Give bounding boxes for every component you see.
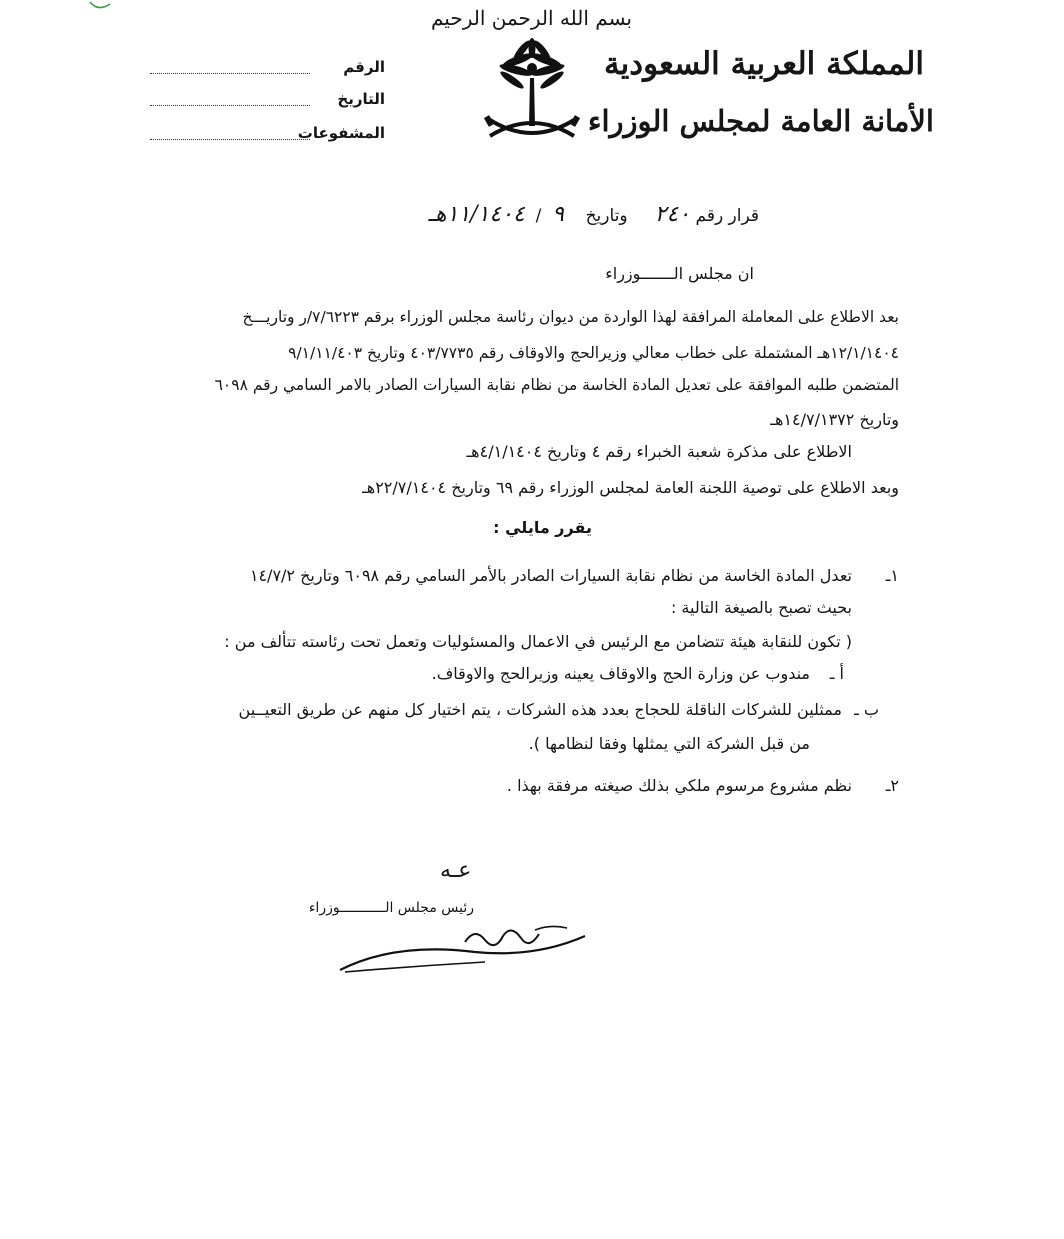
item-2: نظم مشروع مرسوم ملكي بذلك صيغته مرفقة بهذا . bbox=[506, 776, 852, 795]
handwritten-signature-icon bbox=[335, 922, 595, 982]
sub-item-a: مندوب عن وزارة الحج والاوقاف يعينه وزيرالحج والاوقاف. bbox=[431, 664, 810, 683]
signature-initial-mark: عـه bbox=[440, 858, 472, 883]
item-1-line-2: بحيث تصبح بالصيغة التالية : bbox=[670, 598, 852, 617]
ref-attachments-row bbox=[150, 124, 385, 150]
org-name-line2: الأمانة العامة لمجلس الوزراء bbox=[587, 104, 934, 138]
ref-date-label: التاريخ bbox=[337, 90, 385, 108]
ref-attachments-label: المشفوعات bbox=[297, 124, 385, 142]
decision-date-label: وتاريخ bbox=[585, 206, 628, 226]
ref-number-row bbox=[150, 58, 385, 84]
paragraph-2: الاطلاع على مذكرة شعبة الخبراء رقم ٤ وتاريخ ٤/١/١٤٠٤هـ bbox=[466, 442, 852, 461]
sub-item-a-number: أ ـ bbox=[829, 664, 844, 683]
ref-date-blank bbox=[150, 105, 310, 106]
p1-line-2: ١٢/١/١٤٠٤هـ المشتملة على خطاب معالي وزيرالحج والاوقاف رقم ٤٠٣/٧٧٣٥ وتاريخ ٩/١/١١/٤٠٣ bbox=[288, 344, 899, 362]
item-2-number: ٢ـ bbox=[885, 776, 899, 795]
decision-line: قرار رقم ٢٤٠ وتاريخ ٩ / ١١/١٤٠٤هـ bbox=[428, 202, 759, 227]
saudi-emblem-icon bbox=[482, 38, 582, 146]
sub-item-b-line-1: ممثلين للشركات الناقلة للحجاج بعدد هذه الشركات ، يتم اختيار كل منهم عن طريق التعيــين bbox=[238, 700, 842, 719]
salutation: ان مجلس الـــــــوزراء bbox=[605, 264, 754, 283]
p1-line-1: بعد الاطلاع على المعاملة المرافقة لهذا الواردة من ديوان رئاسة مجلس الوزراء برقم ٧/٦٢٢٣/ر وتاريـــخ bbox=[242, 308, 899, 326]
decision-number: ٢٤٠ bbox=[654, 202, 691, 227]
sub-item-b-line-2: من قبل الشركة التي يمثلها وفقا لنظامها ). bbox=[528, 734, 810, 753]
resolves-heading: يقرر مايلي : bbox=[493, 518, 592, 537]
ref-number-blank bbox=[150, 73, 310, 74]
decision-day: ٩ bbox=[552, 202, 564, 227]
corner-mark-icon bbox=[88, 0, 112, 12]
basmala: بسم الله الرحمن الرحيم bbox=[430, 6, 632, 30]
item-1-line-1: تعدل المادة الخاسة من نظام نقابة السيارات الصادر بالأمر السامي رقم ٦٠٩٨ وتاريخ ١٤/٧/٢ bbox=[249, 566, 852, 585]
quoted-text-opening: ( تكون للنقابة هيئة تتضامن مع الرئيس في الاعمال والمسئوليات وتعمل تحت رئاسته تتألف من : bbox=[224, 632, 852, 651]
p1-line-4: وتاريخ ١٤/٧/١٣٧٢هـ bbox=[770, 410, 899, 429]
p1-line-3: المتضمن طلبه الموافقة على تعديل المادة الخاسة من نظام نقابة السيارات الصادر بالامر السامي رقم ٦٠٩٨ bbox=[214, 376, 899, 394]
org-name-line1: المملكة العربية السعودية bbox=[604, 46, 924, 82]
item-1-number: ١ـ bbox=[885, 566, 899, 585]
sub-item-b-number: ب ـ bbox=[854, 700, 879, 719]
paragraph-3: وبعد الاطلاع على توصية اللجنة العامة لمجلس الوزراء رقم ٦٩ وتاريخ ٢٢/٧/١٤٠٤هـ bbox=[362, 478, 899, 497]
ref-date-row bbox=[150, 90, 385, 116]
decision-prefix: قرار رقم bbox=[695, 206, 759, 226]
signer-title: رئيس مجلس الـــــــــــوزراء bbox=[308, 900, 474, 916]
ref-number-label: الرقم bbox=[343, 58, 385, 76]
decision-month-year: ١١/١٤٠٤هـ bbox=[428, 202, 525, 227]
ref-attachments-blank bbox=[150, 139, 310, 140]
